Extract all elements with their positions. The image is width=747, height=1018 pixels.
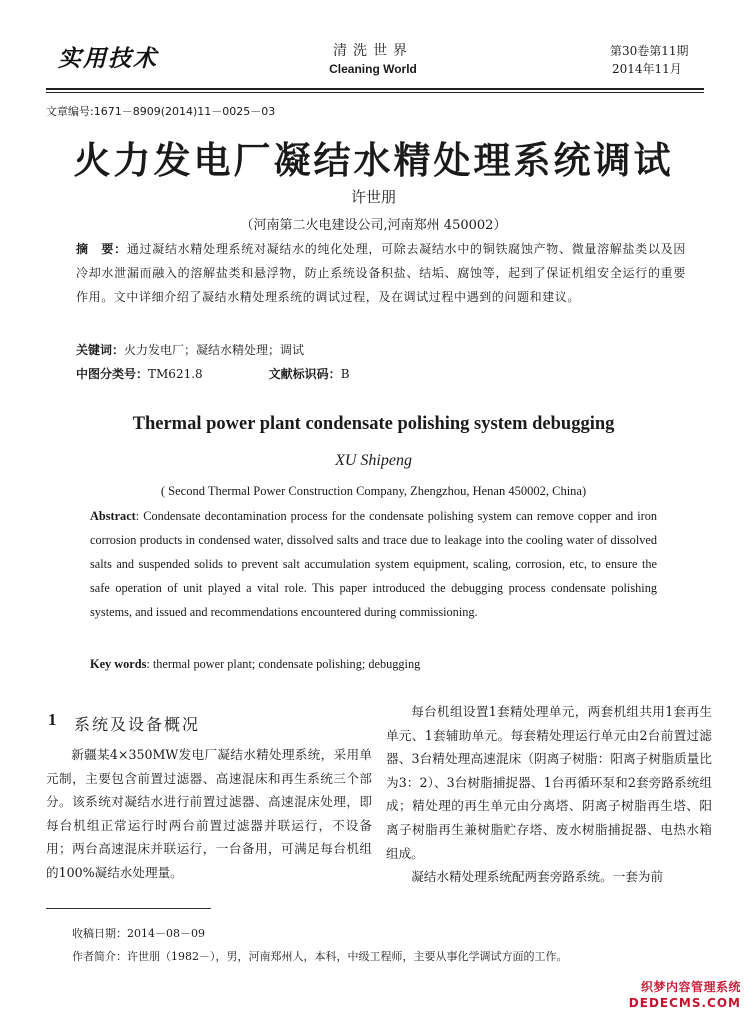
doc-code-label: 文献标识码： [268, 367, 341, 381]
watermark-line-2: DEDECMS.COM [628, 996, 741, 1010]
keywords-en [90, 652, 420, 676]
footnote-received: 收稿日期：2014－08－09 [72, 927, 205, 940]
header-rule-thick [46, 88, 704, 90]
section-number: 1 [48, 710, 57, 729]
body-column-left [46, 743, 372, 885]
abstract-en-text: : Condensate decontamination process for the condensate polishing system can remove copper and iron corrosion products in condensed water, dissolved salts and trace due to leakage into the cooling water of dissolved salts and suspended solids to prevent salt accumulation system equipment, scaling, corrosion, etc, to ensure the safe operation of unit played a vital role. This paper introduced the debugging process condensate polishing systems, and issued and recommendations encountered during commissioning. [90, 509, 657, 619]
abstract-cn-label: 摘 要： [76, 242, 127, 256]
journal-volume: 第30卷第11期 [610, 44, 689, 58]
abstract-cn [76, 237, 686, 309]
body-paragraph: 每台机组设置1套精处理单元，两套机组共用1套再生单元、1套辅助单元。每套精处理运行单元由2台前置过滤器、3台精处理高速混床（阴离子树脂：阳离子树脂质量比为3：2）、3台树脂捕捉器、1台再循环泵和2套旁路系统组成；精处理的再生单元由分离塔、阴离子树脂再生塔、阳离子树脂再生兼树脂贮存塔、废水树脂捕捉器、电热水箱组成。 [386, 704, 712, 861]
journal-name-cn: 清洗世界 [333, 43, 413, 59]
body-paragraph: 凝结水精处理系统配两套旁路系统。一套为前 [411, 869, 664, 885]
header-rule-thin [46, 92, 704, 93]
footnote-author-bio: 作者简介：许世朋（1982－），男，河南郑州人，本科，中级工程师，主要从事化学调试方面的工作。 [72, 950, 568, 963]
watermark [605, 978, 741, 1010]
keywords-cn-label: 关键词： [76, 343, 125, 357]
watermark-line-1: 织梦内容管理系统 [640, 980, 741, 994]
abstract-en-label: Abstract [90, 509, 136, 523]
keywords-cn-text: 火力发电厂；凝结水精处理；调试 [124, 343, 305, 357]
body-paragraph: 新疆某4×350MW发电厂凝结水精处理系统，采用单元制，主要包含前置过滤器、高速混床和再生系统三个部分。该系统对凝结水进行前置过滤器、高速混床处理，即每台机组正常运行时两台前置过滤器并联运行，不设备用；两台高速混床并联运行，一台备用，可满足每台机组的100%凝结水处理量。 [46, 747, 372, 880]
affiliation-cn: （河南第二火电建设公司,河南郑州 450002） [240, 218, 507, 233]
body-column-right [386, 700, 712, 889]
keywords-en-text: : thermal power plant; condensate polishing; debugging [146, 657, 421, 671]
title-en: Thermal power plant condensate polishing system debugging [132, 414, 615, 434]
keywords-cn [76, 341, 304, 358]
abstract-en [90, 504, 657, 624]
journal-date: 2014年11月 [612, 62, 682, 76]
footnote-rule [46, 908, 211, 909]
section-title: 系统及设备概况 [74, 715, 201, 734]
author-cn: 许世朋 [350, 188, 396, 206]
keywords-en-label: Key words [90, 657, 147, 671]
clc-label: 中图分类号： [76, 367, 149, 381]
classification-line [76, 365, 350, 382]
title-cn: 火力发电厂凝结水精处理系统调试 [73, 139, 674, 182]
column-name: 实用技术 [58, 46, 158, 72]
affiliation-en: ( Second Thermal Power Construction Company, Zhengzhou, Henan 450002, China) [160, 484, 587, 498]
journal-name-en: Cleaning World [329, 62, 417, 76]
article-number: 文章编号:1671－8909(2014)11－0025－03 [46, 105, 276, 118]
author-en: XU Shipeng [335, 452, 412, 469]
clc-value: TM621.8 [148, 367, 203, 381]
abstract-cn-text: 通过凝结水精处理系统对凝结水的纯化处理，可除去凝结水中的铜铁腐蚀产物、微量溶解盐类以及因冷却水泄漏而融入的溶解盐类和悬浮物，防止系统设备积盐、结垢、腐蚀等，起到了保证机组安全运行的重要作用。文中详细介绍了凝结水精处理系统的调试过程，及在调试过程中遇到的问题和建议。 [76, 242, 686, 304]
doc-code-value: B [340, 367, 350, 381]
